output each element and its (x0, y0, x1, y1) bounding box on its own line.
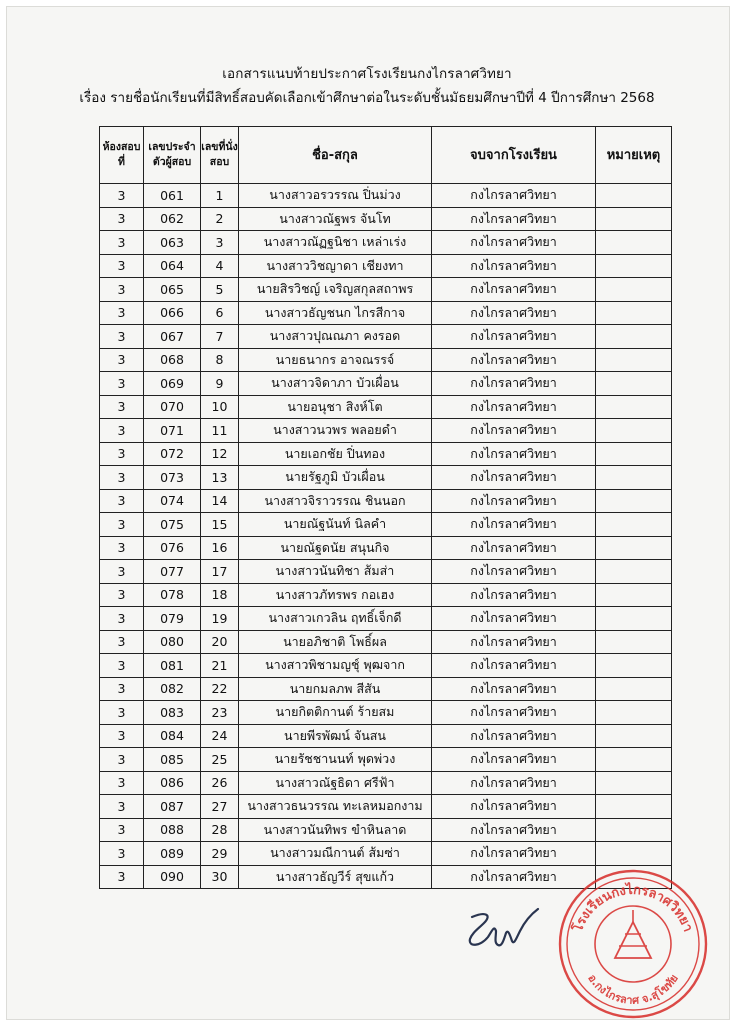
cell-candidate-id: 070 (144, 395, 201, 419)
cell-school: กงไกรลาศวิทยา (432, 372, 596, 396)
cell-candidate-id: 074 (144, 489, 201, 513)
cell-name: นายณัฐนันท์ นิลคำ (239, 513, 432, 537)
cell-room: 3 (100, 607, 144, 631)
cell-room: 3 (100, 325, 144, 349)
cell-room: 3 (100, 278, 144, 302)
cell-school: กงไกรลาศวิทยา (432, 395, 596, 419)
cell-seat: 11 (201, 419, 239, 443)
cell-school: กงไกรลาศวิทยา (432, 865, 596, 889)
cell-name: นายกิตติกานต์ ร้ายสม (239, 701, 432, 725)
cell-room: 3 (100, 348, 144, 372)
document-subtitle: เรื่อง รายชื่อนักเรียนที่มีสิทธิ์สอบคัดเลือกเข้าศึกษาต่อในระดับชั้นมัธยมศึกษาปีที่ 4 ปีการศึกษา 2568 (79, 90, 655, 106)
cell-note (596, 301, 672, 325)
cell-seat: 30 (201, 865, 239, 889)
cell-name: นายอนุชา สิงห์โต (239, 395, 432, 419)
cell-note (596, 278, 672, 302)
cell-seat: 3 (201, 231, 239, 255)
cell-seat: 5 (201, 278, 239, 302)
cell-seat: 28 (201, 818, 239, 842)
cell-room: 3 (100, 466, 144, 490)
cell-candidate-id: 063 (144, 231, 201, 255)
cell-room: 3 (100, 419, 144, 443)
cell-candidate-id: 067 (144, 325, 201, 349)
cell-school: กงไกรลาศวิทยา (432, 748, 596, 772)
cell-room: 3 (100, 395, 144, 419)
cell-name: นางสาวนันทิพร ขำหินลาด (239, 818, 432, 842)
cell-school: กงไกรลาศวิทยา (432, 419, 596, 443)
cell-school: กงไกรลาศวิทยา (432, 607, 596, 631)
cell-seat: 26 (201, 771, 239, 795)
table-row (100, 348, 672, 372)
cell-room: 3 (100, 630, 144, 654)
cell-note (596, 630, 672, 654)
cell-school: กงไกรลาศวิทยา (432, 254, 596, 278)
cell-room: 3 (100, 372, 144, 396)
cell-candidate-id: 078 (144, 583, 201, 607)
cell-school: กงไกรลาศวิทยา (432, 489, 596, 513)
cell-room: 3 (100, 513, 144, 537)
cell-candidate-id: 072 (144, 442, 201, 466)
table-row (100, 184, 672, 208)
table-row (100, 513, 672, 537)
cell-name: นายเอกชัย ปิ่นทอง (239, 442, 432, 466)
table-header-row (100, 127, 672, 184)
cell-candidate-id: 066 (144, 301, 201, 325)
table-row (100, 583, 672, 607)
cell-candidate-id: 084 (144, 724, 201, 748)
cell-school: กงไกรลาศวิทยา (432, 818, 596, 842)
cell-seat: 6 (201, 301, 239, 325)
cell-room: 3 (100, 795, 144, 819)
cell-room: 3 (100, 654, 144, 678)
cell-school: กงไกรลาศวิทยา (432, 630, 596, 654)
cell-candidate-id: 076 (144, 536, 201, 560)
cell-school: กงไกรลาศวิทยา (432, 466, 596, 490)
cell-seat: 22 (201, 677, 239, 701)
table-row (100, 654, 672, 678)
cell-school: กงไกรลาศวิทยา (432, 348, 596, 372)
cell-seat: 19 (201, 607, 239, 631)
cell-seat: 2 (201, 207, 239, 231)
table-row (100, 677, 672, 701)
table-row (100, 701, 672, 725)
cell-note (596, 184, 672, 208)
cell-school: กงไกรลาศวิทยา (432, 207, 596, 231)
header-note: หมายเหตุ (596, 127, 672, 184)
cell-note (596, 513, 672, 537)
cell-room: 3 (100, 677, 144, 701)
cell-note (596, 677, 672, 701)
cell-seat: 7 (201, 325, 239, 349)
table-row (100, 748, 672, 772)
cell-seat: 18 (201, 583, 239, 607)
table-row (100, 607, 672, 631)
cell-seat: 24 (201, 724, 239, 748)
cell-note (596, 466, 672, 490)
cell-candidate-id: 090 (144, 865, 201, 889)
cell-seat: 20 (201, 630, 239, 654)
cell-note (596, 207, 672, 231)
cell-note (596, 325, 672, 349)
table-row (100, 466, 672, 490)
table-row (100, 325, 672, 349)
table-row (100, 395, 672, 419)
cell-room: 3 (100, 748, 144, 772)
cell-name: นายธนากร อาจณรรจ์ (239, 348, 432, 372)
table-row (100, 630, 672, 654)
svg-text:อ.กงไกรลาศ จ.สุโขทัย: อ.กงไกรลาศ จ.สุโขทัย (585, 972, 681, 1007)
school-seal-stamp (553, 862, 713, 1022)
cell-candidate-id: 086 (144, 771, 201, 795)
table-row (100, 419, 672, 443)
cell-name: นายรัฐภูมิ บัวเผื่อน (239, 466, 432, 490)
cell-candidate-id: 075 (144, 513, 201, 537)
cell-note (596, 536, 672, 560)
cell-room: 3 (100, 207, 144, 231)
cell-candidate-id: 079 (144, 607, 201, 631)
cell-candidate-id: 068 (144, 348, 201, 372)
cell-name: นางสาวณัฏฐนิชา เหล่าเร่ง (239, 231, 432, 255)
cell-candidate-id: 071 (144, 419, 201, 443)
cell-name: นางสาวธัญชนก ไกรสีกาจ (239, 301, 432, 325)
cell-seat: 14 (201, 489, 239, 513)
cell-school: กงไกรลาศวิทยา (432, 677, 596, 701)
cell-school: กงไกรลาศวิทยา (432, 701, 596, 725)
cell-seat: 21 (201, 654, 239, 678)
table-row (100, 372, 672, 396)
table-row (100, 795, 672, 819)
cell-room: 3 (100, 724, 144, 748)
cell-room: 3 (100, 536, 144, 560)
cell-name: นายอภิชาติ โพธิ์ผล (239, 630, 432, 654)
cell-school: กงไกรลาศวิทยา (432, 231, 596, 255)
cell-candidate-id: 085 (144, 748, 201, 772)
cell-note (596, 818, 672, 842)
cell-seat: 1 (201, 184, 239, 208)
cell-room: 3 (100, 818, 144, 842)
cell-school: กงไกรลาศวิทยา (432, 278, 596, 302)
cell-name: นางสาวปุณณภา คงรอด (239, 325, 432, 349)
table-row (100, 254, 672, 278)
cell-school: กงไกรลาศวิทยา (432, 654, 596, 678)
cell-school: กงไกรลาศวิทยา (432, 442, 596, 466)
svg-text:โรงเรียนกงไกรลาศวิทยา: โรงเรียนกงไกรลาศวิทยา (570, 882, 696, 935)
cell-room: 3 (100, 560, 144, 584)
cell-school: กงไกรลาศวิทยา (432, 771, 596, 795)
cell-room: 3 (100, 489, 144, 513)
cell-seat: 25 (201, 748, 239, 772)
table-body (100, 184, 672, 889)
cell-school: กงไกรลาศวิทยา (432, 560, 596, 584)
cell-school: กงไกรลาศวิทยา (432, 583, 596, 607)
document-title: เอกสารแนบท้ายประกาศโรงเรียนกงไกรลาศวิทยา (222, 66, 512, 82)
table-row (100, 724, 672, 748)
cell-candidate-id: 061 (144, 184, 201, 208)
table-row (100, 489, 672, 513)
cell-school: กงไกรลาศวิทยา (432, 842, 596, 866)
cell-room: 3 (100, 301, 144, 325)
cell-school: กงไกรลาศวิทยา (432, 301, 596, 325)
cell-name: นายกมลภพ สีสัน (239, 677, 432, 701)
cell-room: 3 (100, 442, 144, 466)
cell-name: นางสาวเกวลิน ฤทธิ์เจ็กดี (239, 607, 432, 631)
table-row (100, 301, 672, 325)
cell-note (596, 607, 672, 631)
cell-name: นางสาวพิชามญชุ์ พุฒจาก (239, 654, 432, 678)
cell-school: กงไกรลาศวิทยา (432, 536, 596, 560)
cell-room: 3 (100, 842, 144, 866)
cell-seat: 16 (201, 536, 239, 560)
header-room: ห้องสอบที่ (100, 127, 144, 184)
cell-candidate-id: 088 (144, 818, 201, 842)
cell-school: กงไกรลาศวิทยา (432, 184, 596, 208)
cell-name: นางสาวภัทรพร กอเฮง (239, 583, 432, 607)
table-row (100, 560, 672, 584)
cell-school: กงไกรลาศวิทยา (432, 513, 596, 537)
cell-room: 3 (100, 231, 144, 255)
cell-note (596, 771, 672, 795)
cell-name: นายรัชชานนท์ พุดพ่วง (239, 748, 432, 772)
header-candidate-id: เลขประจำตัวผู้สอบ (144, 127, 201, 184)
table-row (100, 207, 672, 231)
cell-candidate-id: 065 (144, 278, 201, 302)
cell-note (596, 348, 672, 372)
cell-seat: 23 (201, 701, 239, 725)
cell-name: นางสาวจิดาภา บัวเผื่อน (239, 372, 432, 396)
cell-room: 3 (100, 701, 144, 725)
cell-room: 3 (100, 771, 144, 795)
cell-room: 3 (100, 254, 144, 278)
table-row (100, 278, 672, 302)
cell-candidate-id: 073 (144, 466, 201, 490)
cell-note (596, 795, 672, 819)
cell-school: กงไกรลาศวิทยา (432, 325, 596, 349)
cell-note (596, 231, 672, 255)
cell-seat: 8 (201, 348, 239, 372)
cell-seat: 27 (201, 795, 239, 819)
cell-note (596, 395, 672, 419)
header-name: ชื่อ-สกุล (239, 127, 432, 184)
cell-name: นางสาวนวพร พลอยดำ (239, 419, 432, 443)
cell-name: นางสาวมณีกานต์ ส้มซ่า (239, 842, 432, 866)
cell-seat: 12 (201, 442, 239, 466)
table-row (100, 231, 672, 255)
cell-candidate-id: 082 (144, 677, 201, 701)
cell-note (596, 583, 672, 607)
cell-candidate-id: 083 (144, 701, 201, 725)
cell-room: 3 (100, 184, 144, 208)
cell-note (596, 701, 672, 725)
cell-note (596, 254, 672, 278)
cell-candidate-id: 087 (144, 795, 201, 819)
header-seat: เลขที่นั่งสอบ (201, 127, 239, 184)
cell-candidate-id: 081 (144, 654, 201, 678)
cell-candidate-id: 064 (144, 254, 201, 278)
cell-seat: 17 (201, 560, 239, 584)
table-row (100, 442, 672, 466)
cell-note (596, 442, 672, 466)
cell-note (596, 654, 672, 678)
cell-name: นางสาวจิราวรรณ ชินนอก (239, 489, 432, 513)
cell-school: กงไกรลาศวิทยา (432, 795, 596, 819)
cell-candidate-id: 062 (144, 207, 201, 231)
cell-name: นายพีรพัฒน์ จันสน (239, 724, 432, 748)
cell-name: นายสิรวิชญ์ เจริญสกุลสถาพร (239, 278, 432, 302)
cell-candidate-id: 089 (144, 842, 201, 866)
cell-name: นางสาวธัญวีร์ สุขแก้ว (239, 865, 432, 889)
cell-seat: 9 (201, 372, 239, 396)
cell-note (596, 489, 672, 513)
cell-seat: 10 (201, 395, 239, 419)
cell-note (596, 748, 672, 772)
cell-name: นางสาววิชญาดา เชียงทา (239, 254, 432, 278)
header-school: จบจากโรงเรียน (432, 127, 596, 184)
cell-note (596, 372, 672, 396)
table-row (100, 771, 672, 795)
cell-candidate-id: 077 (144, 560, 201, 584)
signature (458, 905, 548, 957)
cell-name: นางสาวณัฐพร จันโท (239, 207, 432, 231)
cell-name: นางสาวนันทิชา ส้มส่า (239, 560, 432, 584)
cell-note (596, 724, 672, 748)
cell-room: 3 (100, 583, 144, 607)
table-row (100, 818, 672, 842)
cell-room: 3 (100, 865, 144, 889)
cell-seat: 15 (201, 513, 239, 537)
cell-note (596, 560, 672, 584)
cell-seat: 29 (201, 842, 239, 866)
cell-school: กงไกรลาศวิทยา (432, 724, 596, 748)
cell-name: นางสาวอรวรรณ ปิ่นม่วง (239, 184, 432, 208)
cell-name: นางสาวณัฐธิดา ศรีฟ้า (239, 771, 432, 795)
cell-candidate-id: 080 (144, 630, 201, 654)
cell-name: นายณัฐดนัย สนุนกิจ (239, 536, 432, 560)
cell-seat: 4 (201, 254, 239, 278)
table-row (100, 536, 672, 560)
cell-name: นางสาวธนวรรณ ทะเลหมอกงาม (239, 795, 432, 819)
cell-candidate-id: 069 (144, 372, 201, 396)
candidate-table (99, 126, 672, 889)
cell-seat: 13 (201, 466, 239, 490)
cell-note (596, 419, 672, 443)
